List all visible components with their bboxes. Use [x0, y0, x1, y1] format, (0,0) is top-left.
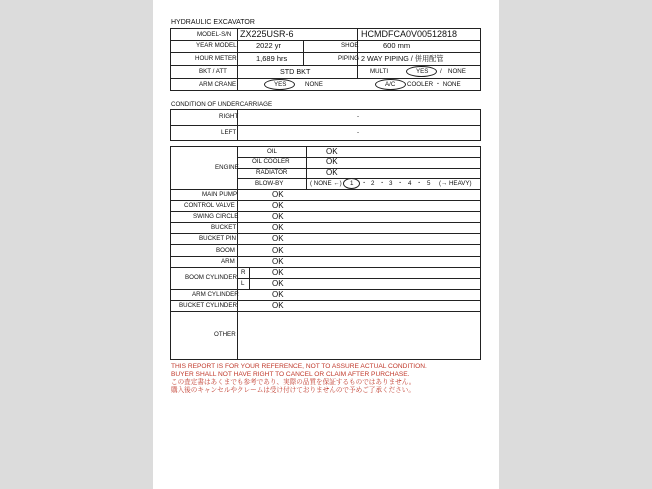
notice-line-4: 購入後のキャンセルやクレームは受け付けておりませんので予めご了承ください。: [171, 387, 415, 394]
control-valve-label: CONTROL VALVE: [184, 202, 235, 209]
arm-label: ARM: [221, 258, 235, 265]
engine-cooler-label: OIL COOLER: [252, 158, 290, 165]
notice-line-1: THIS REPORT IS FOR YOUR REFERENCE, NOT TO ASSURE ACTUAL CONDITION.: [171, 363, 427, 370]
blowby-label: BLOW-BY: [255, 180, 284, 187]
piping-label: PIPING: [338, 55, 359, 62]
multi-none: NONE: [448, 68, 466, 75]
ac-label: A/C: [385, 81, 396, 88]
year-value: 2022 yr: [256, 41, 282, 50]
hour-value: 1,689 hrs: [256, 54, 288, 63]
blowby-1: 1: [350, 180, 354, 187]
arm-crane-label: ARM CRANE: [199, 81, 237, 88]
main-pump-value: OK: [272, 190, 284, 199]
blowby-scale-none: ( NONE ←): [310, 180, 342, 187]
multi-sep: /: [440, 68, 442, 75]
boom-value: OK: [272, 246, 284, 255]
blowby-5: 5: [427, 180, 431, 187]
engine-radiator-value: OK: [326, 168, 338, 177]
blowby-dot: ・: [397, 180, 404, 187]
blowby-4: 4: [408, 180, 412, 187]
hour-label: HOUR METER: [195, 55, 237, 62]
multi-yes: YES: [416, 68, 429, 75]
swing-circle-label: SWING CIRCLE: [193, 213, 239, 220]
bucket-cylinder-value: OK: [272, 301, 284, 310]
multi-label: MULTI: [370, 68, 389, 75]
boom-cylinder-r-value: OK: [272, 268, 284, 277]
blowby-scale-heavy: (→ HEAVY): [439, 180, 472, 187]
engine-cooler-value: OK: [326, 157, 338, 166]
bucket-pin-label: BUCKET PIN: [199, 235, 237, 242]
main-pump-label: MAIN PUMP: [202, 191, 238, 198]
piping-value: 2 WAY PIPING / 併用配管: [361, 54, 444, 63]
arm-none: NONE: [305, 81, 323, 88]
blowby-dot: ・: [379, 180, 386, 187]
notice-line-2: BUYER SHALL NOT HAVE RIGHT TO CANCEL OR CLAIM AFTER PURCHASE.: [171, 371, 410, 378]
arm-cylinder-label: ARM CYLINDER: [192, 291, 239, 298]
blowby-2: 2: [371, 180, 375, 187]
engine-label: ENGINE: [215, 164, 239, 171]
boom-cylinder-l-label: L: [241, 280, 245, 287]
boom-label: BOOM: [216, 247, 235, 254]
blowby-dot: ・: [361, 180, 368, 187]
notice-line-3: この査定書はあくまでも参考であり、実際の品質を保証するものではありません。: [171, 379, 416, 386]
bucket-cylinder-label: BUCKET CYLINDER: [179, 302, 237, 309]
left-label: LEFT: [221, 129, 237, 136]
shoe-value: 600 mm: [383, 41, 411, 50]
shoe-label: SHOE: [341, 42, 359, 49]
report-title: HYDRAULIC EXCAVATOR: [171, 19, 255, 26]
cooler-none: COOLER ・ NONE: [407, 81, 461, 88]
engine-oil-value: OK: [326, 147, 338, 156]
right-label: RIGHT: [219, 113, 239, 120]
arm-yes: YES: [274, 81, 287, 88]
right-value: -: [357, 113, 360, 120]
engine-oil-label: OIL: [267, 148, 277, 155]
arm-value: OK: [272, 257, 284, 266]
model-label: MODEL-S/N: [197, 31, 232, 38]
year-label: YEAR MODEL: [196, 42, 237, 49]
model-value: ZX225USR-6: [240, 29, 294, 39]
control-valve-value: OK: [272, 201, 284, 210]
bkt-label: BKT / ATT: [199, 68, 227, 75]
bkt-value: STD BKT: [280, 67, 311, 76]
engine-radiator-label: RADIATOR: [256, 169, 288, 176]
boom-cylinder-r-label: R: [241, 269, 246, 276]
arm-cylinder-value: OK: [272, 290, 284, 299]
bucket-label: BUCKET: [211, 224, 237, 231]
blowby-dot: ・: [416, 180, 423, 187]
boom-cylinder-l-value: OK: [272, 279, 284, 288]
blowby-3: 3: [389, 180, 393, 187]
swing-circle-value: OK: [272, 212, 284, 221]
left-value: -: [357, 129, 360, 136]
boom-cylinder-label: BOOM CYLINDER: [185, 274, 237, 281]
other-label: OTHER: [214, 331, 236, 338]
undercarriage-title: CONDITION OF UNDERCARRIAGE: [171, 101, 273, 108]
serial-value: HCMDFCA0V00512818: [361, 29, 458, 39]
bucket-value: OK: [272, 223, 284, 232]
report-page: [153, 0, 499, 489]
bucket-pin-value: OK: [272, 234, 284, 243]
